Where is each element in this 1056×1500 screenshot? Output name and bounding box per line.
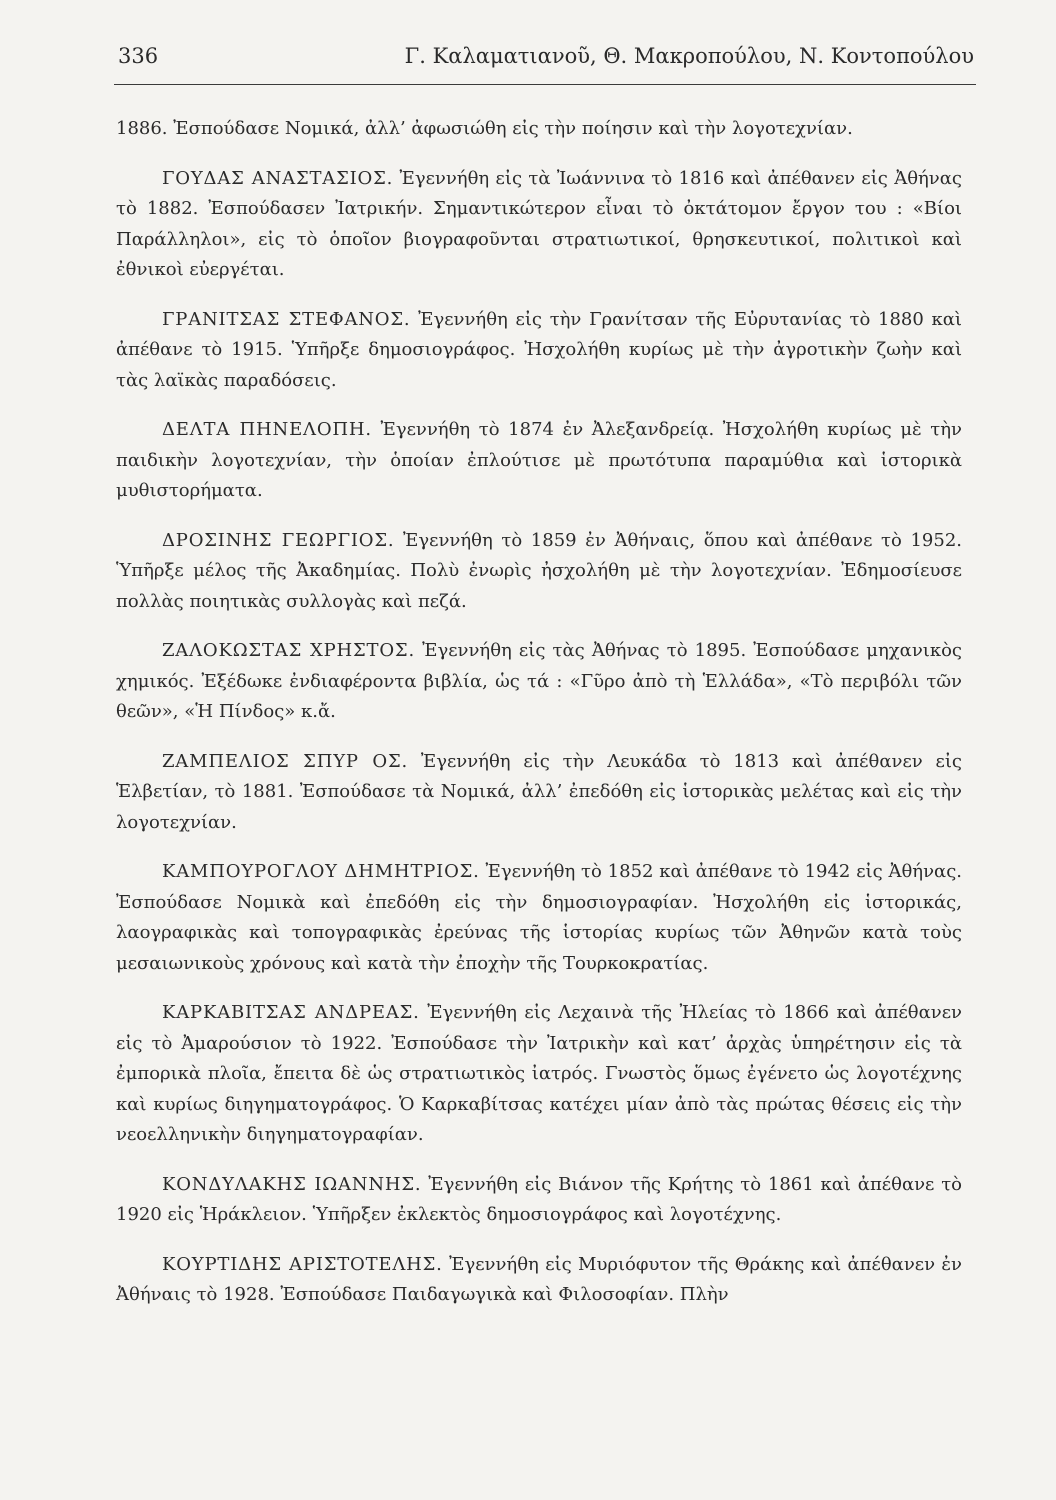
entry-text: Ἐγεννήθη εἰς τὴν Λευκάδα τὸ 1813 καὶ ἀπέθανεν εἰς Ἑλβετίαν, τὸ 1881. Ἐσπούδασε τὰ Νομικά, ἀλλ’ ἐπεδόθη εἰς ἱστορικὰς μελέτας καὶ εἰς τὴν λογοτεχνίαν. [116,750,962,833]
entry-continuation [116,114,962,145]
entry-name: ΔΕΛΤΑ ΠΗΝΕΛΟΠΗ. [162,419,372,440]
entry-name: ΓΡΑΝΙΤΣΑΣ ΣΤΕΦΑΝΟΣ. [162,308,411,330]
body-text [116,114,962,1330]
entry-text: Ἐγεννήθη εἰς τὴν Γρανίτσαν τῆς Εὐρυτανίας τὸ 1880 καὶ ἀπέθανε τὸ 1915. Ὑπῆρξε δημοσιογράφος. Ἠσχολήθη κυρίως μὲ τὴν ἀγροτικὴν ζωὴν καὶ τὰς λαϊκὰς παραδόσεις. [116,308,962,391]
entry-granitsas [116,305,962,397]
entry-text: Ἐγεννήθη εἰς τὰ Ἰωάννινα τὸ 1816 καὶ ἀπέθανεν εἰς Ἀθήνας τὸ 1882. Ἐσπούδασεν Ἰατρικήν. Σημαντικώτερον εἶναι τὸ ὀκτάτομον ἔργον του : «Βίοι Παράλληλοι», εἰς τὸ ὁποῖον βιογραφοῦνται στρατιωτικοί, θρησκευτικοί, πολιτικοὶ καὶ ἐθνικοὶ εὐεργέται. [116,167,962,280]
entry-kourtidis [116,1250,962,1311]
entry-name: ΚΟΝΔΥΛΑΚΗΣ ΙΩΑΝΝΗΣ. [162,1173,422,1195]
page-number: 336 [118,44,159,68]
running-header [118,44,974,68]
entry-name: ΚΑΡΚΑΒΙΤΣΑΣ ΑΝΔΡΕΑΣ. [162,1002,420,1023]
entry-name: ΚΑΜΠΟΥΡΟΓΛΟΥ ΔΗΜΗΤΡΙΟΣ. [162,861,480,882]
entry-delta [116,415,962,507]
header-authors: Γ. Καλαματιανοῦ, Θ. Μακροπούλου, Ν. Κοντοπούλου [404,44,974,68]
entry-name: ΔΡΟΣΙΝΗΣ ΓΕΩΡΓΙΟΣ. [162,529,395,551]
entry-text: Ἐγεννήθη εἰς Βιάνον τῆς Κρήτης τὸ 1861 καὶ ἀπέθανε τὸ 1920 εἰς Ἡράκλειον. Ὑπῆρξεν ἐκλεκτὸς δημοσιογράφος καὶ λογοτέχνης. [116,1173,962,1225]
entry-name: ΖΑΜΠΕΛΙΟΣ ΣΠΥΡ ΟΣ. [162,750,409,772]
entry-name: ΓΟΥΔΑΣ ΑΝΑΣΤΑΣΙΟΣ. [162,167,394,189]
entry-goudas [116,164,962,286]
entry-drosinis [116,526,962,618]
entry-name: ΚΟΥΡΤΙΔΗΣ ΑΡΙΣΤΟΤΕΛΗΣ. [162,1253,443,1275]
entry-zalokostas [116,636,962,728]
entry-text: Ἐγεννήθη τὸ 1859 ἐν Ἀθήναις, ὅπου καὶ ἀπέθανε τὸ 1952. Ὑπῆρξε μέλος τῆς Ἀκαδημίας. Πολὺ ἐνωρὶς ἠσχολήθη μὲ τὴν λογοτεχνίαν. Ἐδημοσίευσε πολλὰς ποιητικὰς συλλογὰς καὶ πεζά. [116,529,963,612]
entry-karkavitsas [116,998,962,1151]
entry-text: Ἐγεννήθη εἰς τὰς Ἀθήνας τὸ 1895. Ἐσπούδασε μηχανικὸς χημικός. Ἐξέδωκε ἐνδιαφέροντα βιβλία, ὡς τά : «Γῦρο ἀπὸ τὴ Ἑλλάδα», «Τὸ περιβόλι τῶν θεῶν», «Ἡ Πίνδος» κ.ἄ. [116,640,962,722]
entry-text: Ἐγεννήθη τὸ 1852 καὶ ἀπέθανε τὸ 1942 εἰς Ἀθήνας. Ἐσπούδασε Νομικὰ καὶ ἐπεδόθη εἰς τὴν δημοσιογραφίαν. Ἠσχολήθη εἰς ἱστορικάς, λαογραφικὰς καὶ τοπογραφικὰς ἐρεύνας τῆς ἱστορίας κυρίως τῶν Ἀθηνῶν κατὰ τοὺς μεσαιωνικοὺς χρόνους καὶ κατὰ τὴν ἐποχὴν τῆς Τουρκοκρατίας. [116,861,962,974]
entry-kampouroglou [116,857,962,979]
entry-text: Ἐγεννήθη εἰς Μυριόφυτον τῆς Θράκης καὶ ἀπέθανεν ἐν Ἀθήναις τὸ 1928. Ἐσπούδασε Παιδαγωγικὰ καὶ Φιλοσοφίαν. Πλὴν [116,1253,963,1305]
entry-zampelios [116,747,962,839]
entry-text: Ἐγεννήθη εἰς Λεχαινὰ τῆς Ἠλείας τὸ 1866 καὶ ἀπέθανεν εἰς τὸ Ἀμαρούσιον τὸ 1922. Ἐσπούδασε τὴν Ἰατρικὴν καὶ κατ’ ἀρχὰς ὑπηρέτησιν εἰς τὰ ἐμπορικὰ πλοῖα, ἔπειτα δὲ ὡς στρατιωτικὸς ἰατρός. Γνωστὸς ὅμως ἐγένετο ὡς λογοτέχνης καὶ κυρίως διηγηματογράφος. Ὁ Καρκαβίτσας κατέχει μίαν ἀπὸ τὰς πρώτας θέσεις εἰς τὴν νεοελληνικὴν διηγηματογραφίαν. [116,1002,963,1145]
entry-text: 1886. Ἐσπούδασε Νομικά, ἀλλ’ ἀφωσιώθη εἰς τὴν ποίησιν καὶ τὴν λογοτεχνίαν. [116,118,853,139]
entry-kondylakis [116,1170,962,1231]
entry-text: Ἐγεννήθη τὸ 1874 ἐν Ἀλεξανδρείᾳ. Ἠσχολήθη κυρίως μὲ τὴν παιδικὴν λογοτεχνίαν, τὴν ὁποίαν ἐπλούτισε μὲ πρωτότυπα παραμύθια καὶ ἱστορικὰ μυθιστορήματα. [116,419,962,501]
entry-name: ΖΑΛΟΚΩΣΤΑΣ ΧΡΗΣΤΟΣ. [162,640,415,661]
header-rule [114,84,976,85]
